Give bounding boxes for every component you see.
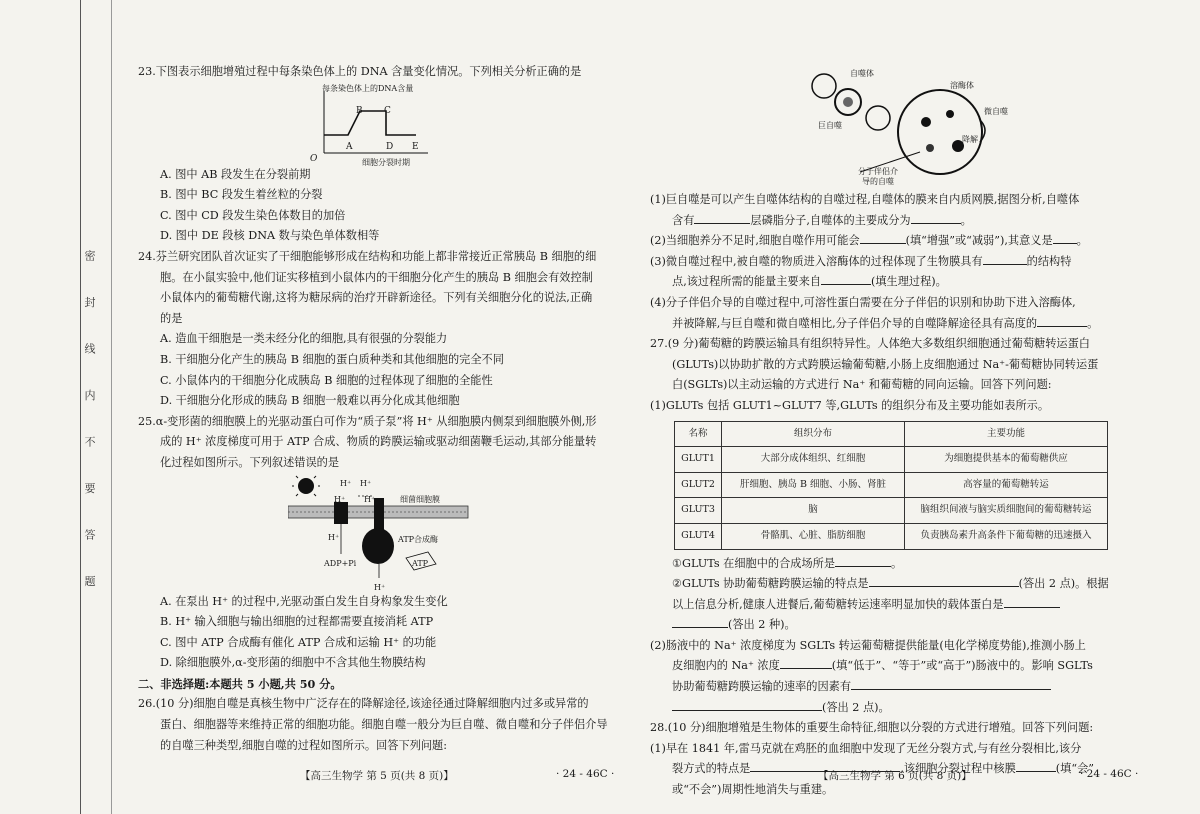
q28-intro: 28.(10 分)细胞增殖是生物体的重要生命特征,细胞以分裂的方式进行增殖。回答下列问题: <box>650 721 1094 735</box>
q27-1a-line <box>650 554 1140 575</box>
q27-2-line3 <box>650 677 1140 698</box>
q24-stem-line4: 的是 <box>160 311 183 325</box>
q24-option-d: D. 干细胞分化形成的胰岛 B 细胞一般难以再分化成其他细胞 <box>160 394 460 408</box>
left-footer-code: · 24 - 46C · <box>556 768 615 780</box>
q26-2-text-a: (2)当细胞养分不足时,细胞自噬作用可能会 <box>650 234 860 248</box>
q27-1a-blank[interactable] <box>835 554 891 567</box>
fig25-atp-synthase-label: ATP合成酶 <box>398 534 439 544</box>
q25-option-c: C. 图中 ATP 合成酶有催化 ATP 合成和运输 H⁺ 的功能 <box>160 635 437 649</box>
q26-1-text-b: 层磷脂分子,自噬体的主要成分为 <box>750 213 911 227</box>
q27-2-line1: (2)肠液中的 Na⁺ 浓度梯度为 SGLTs 转运葡萄糖提供能量(电化学梯度势能),推测小肠上 <box>650 638 1086 652</box>
glut-header-name: 名称 <box>675 421 722 447</box>
graph-point-b: B <box>356 105 363 116</box>
q26-intro-line3: 的自噬三种类型,细胞自噬的过程如图所示。回答下列问题: <box>160 738 448 752</box>
q26-intro-line2: 蛋白、细胞器等来维持正常的细胞功能。细胞自噬一般分为巨自噬、微自噬和分子伴侣介导 <box>160 718 608 732</box>
q27-2c-blank[interactable] <box>851 677 1051 690</box>
q23-option-a: A. 图中 AB 段发生在分裂前期 <box>160 167 311 181</box>
phagophore-circle <box>812 74 836 98</box>
q26-4-text-a: 并被降解,与巨自噬和微自噬相比,分子伴侣介导的自噬降解途径具有高度的 <box>672 316 1038 330</box>
q26-4-text-b: 。 <box>1087 316 1099 330</box>
q26-2-line <box>650 231 1140 252</box>
glut-row <box>675 472 1108 498</box>
q24-option-a: A. 造血干细胞是一类未经分化的细胞,具有很强的分裂能力 <box>160 332 448 346</box>
q24-stem-line3: 小鼠体内的葡萄糖代谢,这将为糖尿病的治疗开辟新途径。下列有关细胞分化的说法,正确 <box>160 291 593 305</box>
fig26-micro-label: 微自噬 <box>984 107 1008 116</box>
q27-intro-line1: 27.(9 分)葡萄糖的跨膜运输具有组织特异性。人体绝大多数组织细胞通过葡萄糖转运蛋白 <box>650 337 1090 351</box>
glut-cell: 负责胰岛素升高条件下葡萄糖的迅速摄入 <box>905 523 1108 549</box>
glut-cell: GLUT4 <box>675 523 722 549</box>
q26-autophagy-figure <box>800 62 1020 188</box>
glut-table <box>674 421 1108 550</box>
fig26-chaperone-label1: 分子伴侣介 <box>858 167 898 176</box>
q27-2c-text: 协助葡萄糖跨膜运输的速率的因素有 <box>672 680 852 694</box>
q26-3-text-a: (3)微自噬过程中,被自噬的物质进入溶酶体的过程体现了生物膜具有 <box>650 254 983 268</box>
glut-cell: GLUT2 <box>675 472 722 498</box>
q26-1-line2 <box>650 211 1140 232</box>
q27-2-line2 <box>650 656 1140 677</box>
q27-1b-line <box>650 574 1140 595</box>
q28-1-line1: (1)早在 1841 年,雷马克就在鸡胚的血细胞中发现了无丝分裂方式,与有丝分裂相比,该分 <box>650 741 1082 755</box>
q25-option-b: B. H⁺ 输入细胞与输出细胞的过程都需要直接消耗 ATP <box>160 615 434 629</box>
q26-3-text-c: 点,该过程所需的能量主要来自 <box>672 275 821 289</box>
q27-1-line: (1)GLUTs 包括 GLUT1~GLUT7 等,GLUTs 的组织分布及主要功能如表所示。 <box>650 398 1050 412</box>
lysosome-circle <box>898 90 982 174</box>
q26-1-blank-a[interactable] <box>694 211 750 224</box>
glut-table-header <box>675 421 1108 447</box>
q24-stem-line2: 胞。在小鼠实验中,他们证实移植到小鼠体内的干细胞分化产生的胰岛 B 细胞会有效控制 <box>160 270 593 284</box>
q23-option-d: D. 图中 DE 段核 DNA 数与染色单体数相等 <box>160 229 380 243</box>
graph-ylabel: 每条染色体上的DNA含量 <box>322 83 414 93</box>
glut-cell: 大部分成体组织、红细胞 <box>722 447 905 473</box>
q26-4-line2 <box>650 314 1140 335</box>
q27-1c-blank[interactable] <box>1004 595 1060 608</box>
q26-2-text-b: (填“增强”或“减弱”),其意义是 <box>905 234 1053 248</box>
q26-1-text-a: 含有 <box>672 213 695 227</box>
fig26-lysosome-label: 溶酶体 <box>950 81 974 90</box>
q26-3-line1 <box>650 252 1140 273</box>
q27-1c-text: 以上信息分析,健康人进餐后,葡萄糖转运速率明显加快的载体蛋白是 <box>672 597 1004 611</box>
q27-2d-end: (答出 2 点)。 <box>822 700 890 714</box>
q28-1b-blank-b[interactable] <box>1016 759 1056 772</box>
graph-origin: O <box>310 153 318 164</box>
q26-3-blank-a[interactable] <box>983 252 1027 265</box>
fig25-h-6: H⁺ <box>374 582 386 592</box>
glut-cell: 脑组织间液与脑实质细胞间的葡萄糖转运 <box>905 498 1108 524</box>
q27-1c-line <box>650 595 1140 616</box>
q26-2-blank-a[interactable] <box>860 231 906 244</box>
q27-intro-line3: 白(SGLTs)以主动运输的方式进行 Na⁺ 和葡萄糖的同向运输。回答下列问题: <box>672 378 1052 392</box>
q26-2-text-c: 。 <box>1076 234 1088 248</box>
section-2-heading: 二、非选择题:本题共 5 小题,共 50 分。 <box>138 676 342 691</box>
right-footer-page: 【高三生物学 第 6 页(共 8 页)】 <box>818 770 972 782</box>
fig25-membrane-label: 细菌细胞膜 <box>400 494 440 504</box>
q25-option-d: D. 除细胞膜外,α-变形菌的细胞中不含其他生物膜结构 <box>160 656 426 670</box>
glut-cell: GLUT1 <box>675 447 722 473</box>
fig26-degrade-label: 降解 <box>962 135 978 144</box>
q27-1b-text: ②GLUTs 协助葡萄糖跨膜运输的特点是 <box>672 577 869 591</box>
glut-row <box>675 523 1108 549</box>
q27-2b-blank[interactable] <box>780 656 832 669</box>
right-page <box>650 190 1140 801</box>
q27-1a-text: ①GLUTs 在细胞中的合成场所是 <box>672 556 836 570</box>
graph-point-c: C <box>384 105 391 116</box>
left-footer <box>300 768 454 783</box>
glut-header-distribution: 组织分布 <box>722 421 905 447</box>
glut-cell: 为细胞提供基本的葡萄糖供应 <box>905 447 1108 473</box>
q27-1d-blank[interactable] <box>672 615 728 628</box>
q25-stem-line1: 25.α-变形菌的细胞膜上的光驱动蛋白可作为“质子泵”将 H⁺ 从细胞膜内侧泵到细胞膜外侧,形 <box>138 414 597 428</box>
glut-cell: 骨骼肌、心脏、脂肪细胞 <box>722 523 905 549</box>
fig25-adp-label: ADP+Pi <box>324 558 357 568</box>
fig26-autophagosome-label: 自噬体 <box>850 69 874 78</box>
q26-3-blank-b[interactable] <box>821 272 871 285</box>
q27-2-line4 <box>650 698 1140 719</box>
q26-2-blank-b[interactable] <box>1053 231 1077 244</box>
q26-3-text-d: (填生理过程)。 <box>871 275 947 289</box>
graph-xlabel: 细胞分裂时期 <box>362 157 410 167</box>
q27-1b-blank[interactable] <box>869 574 1019 587</box>
q27-2d-blank[interactable] <box>672 698 822 711</box>
binding-strip-text: 密 封 线 内 不 要 答 题 <box>83 250 96 603</box>
glut-cell: 肝细胞、胰岛 B 细胞、小肠、肾脏 <box>722 472 905 498</box>
q26-4-line1: (4)分子伴侣介导的自噬过程中,可溶性蛋白需要在分子伴侣的识别和协助下进入溶酶体, <box>650 295 1076 309</box>
q26-1-text-c: 。 <box>960 213 972 227</box>
right-footer-code: · 24 - 46C · <box>1080 768 1139 780</box>
glut-row <box>675 447 1108 473</box>
glut-cell: 脑 <box>722 498 905 524</box>
fig25-h-1: H⁺ <box>340 478 352 488</box>
q28-1-line3: 或“不会”)周期性地消失与重建。 <box>672 783 834 797</box>
q26-1-blank-b[interactable] <box>911 211 961 224</box>
q25-stem-line2: 成的 H⁺ 浓度梯度可用于 ATP 合成、物质的跨膜运输或驱动细菌鞭毛运动,其部分能量转 <box>160 435 597 449</box>
q24-stem-line1: 24.芬兰研究团队首次证实了干细胞能够形成在结构和功能上都非常接近正常胰岛 B 细胞的细 <box>138 249 597 263</box>
q28-1b-end: (填“会” <box>1055 762 1094 776</box>
glut-cell: GLUT3 <box>675 498 722 524</box>
q26-4-blank[interactable] <box>1037 314 1087 327</box>
q27-1d-line <box>650 615 1140 636</box>
fig25-h-3: H⁺ <box>334 494 346 504</box>
fig25-h-5: H⁺ <box>328 532 340 542</box>
glut-header-function: 主要功能 <box>905 421 1108 447</box>
proton-pump-diagram <box>288 474 488 592</box>
q27-1d-end: (答出 2 种)。 <box>728 618 796 632</box>
q28-1b-text: 裂方式的特点是 <box>672 762 751 776</box>
q27-1a-end: 。 <box>891 556 903 570</box>
q26-3-line2 <box>650 272 1140 293</box>
atp-synthase-head <box>362 528 394 564</box>
glut-row <box>675 498 1108 524</box>
right-footer <box>818 768 972 783</box>
q27-1b-end: (答出 2 点)。根据 <box>1018 577 1109 591</box>
graph-point-d: D <box>386 141 394 152</box>
fig26-chaperone-label2: 导的自噬 <box>862 177 894 186</box>
q23-option-b: B. 图中 BC 段发生着丝粒的分裂 <box>160 188 323 202</box>
graph-curve <box>324 111 416 135</box>
sun-icon <box>298 478 314 494</box>
q26-1-line1: (1)巨自噬是可以产生自噬体结构的自噬过程,自噬体的膜来自内质网膜,据图分析,自噬体 <box>650 193 1080 206</box>
q25-option-a: A. 在泵出 H⁺ 的过程中,光驱动蛋白发生自身构象发生变化 <box>160 594 448 608</box>
left-page <box>138 62 608 756</box>
q24-option-b: B. 干细胞分化产生的胰岛 B 细胞的蛋白质种类和其他细胞的完全不同 <box>160 352 504 366</box>
fig25-h-2: H⁺ <box>360 478 372 488</box>
left-footer-page: 【高三生物学 第 5 页(共 8 页)】 <box>300 770 454 782</box>
graph-point-e: E <box>412 141 419 152</box>
q23-graph <box>308 83 448 165</box>
q25-membrane-figure <box>288 474 488 592</box>
graph-point-a: A <box>346 141 353 152</box>
q23-stem: 23.下图表示细胞增殖过程中每条染色体上的 DNA 含量变化情况。下列相关分析正确的是 <box>138 65 582 78</box>
q27-intro-line2: (GLUTs)以协助扩散的方式跨膜运输葡萄糖,小肠上皮细胞通过 Na⁺-葡萄糖协同转运蛋 <box>672 357 1099 371</box>
q28-1b-mid: ,该细胞分裂过程中核膜 <box>900 762 1016 776</box>
glut-cell: 高容量的葡萄糖转运 <box>905 472 1108 498</box>
q24-option-c: C. 小鼠体内的干细胞分化成胰岛 B 细胞的过程体现了细胞的全能性 <box>160 373 493 387</box>
q27-2b-text: 皮细胞内的 Na⁺ 浓度 <box>672 659 780 673</box>
fig25-h-4: H⁺ <box>364 494 376 504</box>
q27-2b-end: (填“低于”、“等于”或“高于”)肠液中的。影响 SGLTs <box>831 659 1093 673</box>
q23-option-c: C. 图中 CD 段发生染色体数目的加倍 <box>160 208 346 222</box>
fig26-macro-label: 巨自噬 <box>818 121 842 130</box>
fig25-atp-label: ATP <box>412 558 429 568</box>
q25-stem-line3: 化过程如图所示。下列叙述错误的是 <box>160 455 340 469</box>
q26-3-text-b: 的结构特 <box>1026 254 1072 268</box>
q26-intro-line1: 26.(10 分)细胞自噬是真核生物中广泛存在的降解途径,该途径通过降解细胞内过多或异常的 <box>138 697 589 711</box>
